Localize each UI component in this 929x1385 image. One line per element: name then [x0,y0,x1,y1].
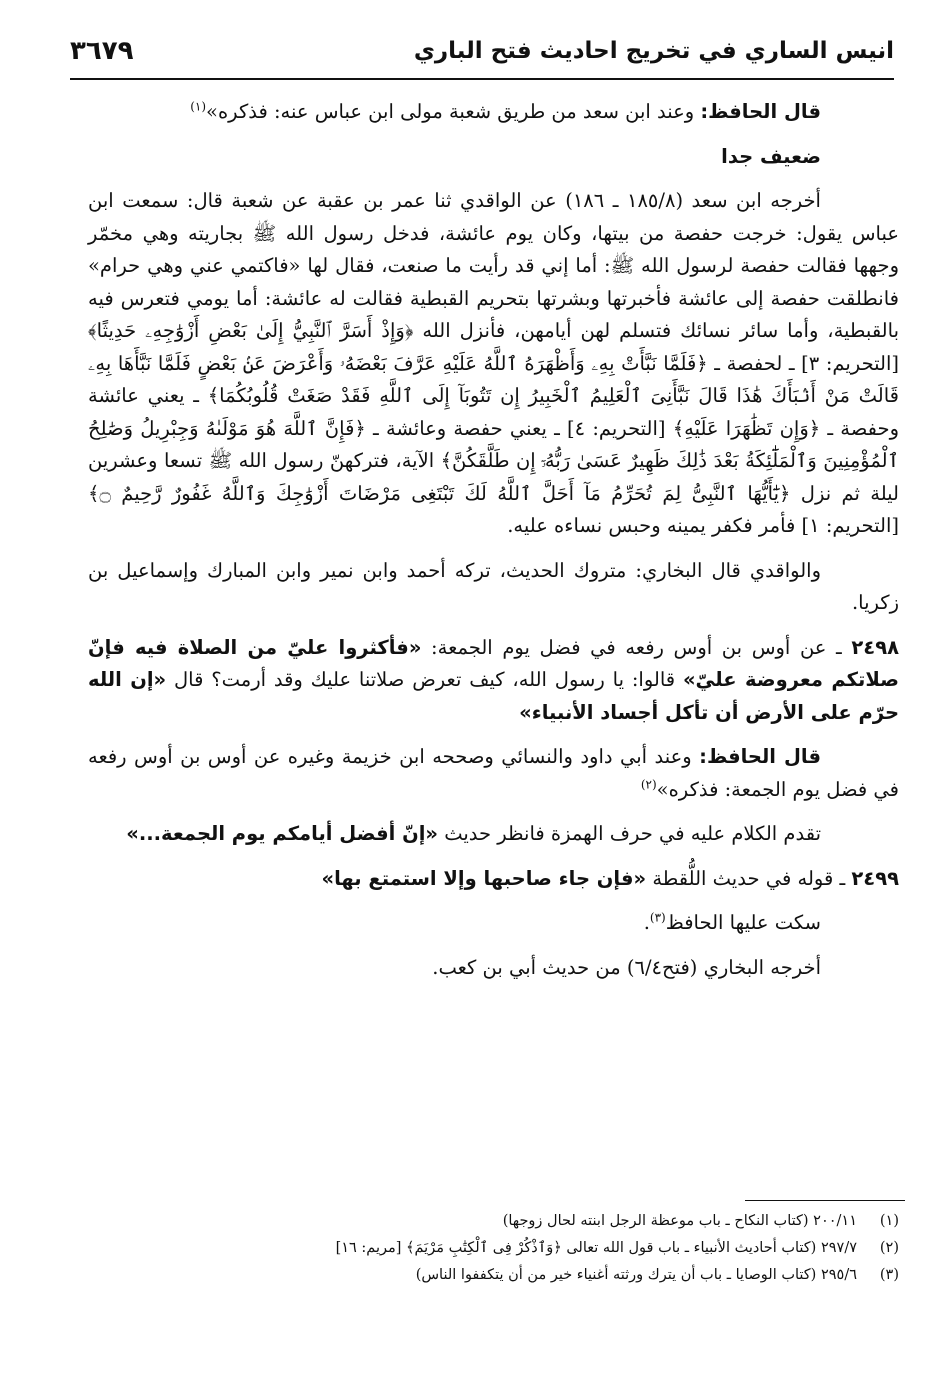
footnote-number: (٣) [879,1267,899,1283]
footnote-ref-1: (١) [190,99,207,114]
hadith-number: ٢٤٩٩ [851,866,899,890]
footnote-number: (٢) [879,1240,899,1256]
grade-label: ضعيف جدا [721,144,821,168]
footnote-3 [40,1262,899,1289]
comment-text: وعند ابن سعد من طريق شعبة مولى ابن عباس عنه: فذكره» [206,100,701,123]
hadith-matn: «فإن جاء صاحبها وإلا استمتع بها» [321,866,647,890]
hadith-matn: «إن الله حرّم على الأرض أن تأكل أجساد الأنبياء» [88,668,899,724]
footnote-text: ٢٩٥/٦ (كتاب الوصايا ـ باب أن يترك ورثته أغنياء خير من أن يتكففوا الناس) [415,1267,857,1283]
hadith-text: ـ عن أوس بن أوس رفعه في فضل يوم الجمعة: [421,635,852,659]
hadith-text: قالوا: يا رسول الله، كيف تعرض صلاتنا عليك وقد أرمت؟ قال [166,668,683,691]
footnote-text: ٢٠٠/١١ (كتاب النكاح ـ باب موعظة الرجل ابنته لحال زوجها) [502,1213,857,1229]
takhrij-bukhari: أخرجه البخاري (فتح٦/٤) من حديث أبي بن كعب. [432,955,821,979]
takhrij-paragraph: أخرجه ابن سعد (١٨٥/٨ ـ ١٨٦) عن الواقدي ثنا عمر بن عقبة عن شعبة قال: سمعت ابن عباس يقول: خرجت حفصة من بيتها، وكان يوم عائشة، فدخل رسول الله ﷺ بجاريته وهي مخمّر وجهها فقالت حفصة لرسول الله ﷺ: أما إني قد رأيت ما صنعت، فقال لها «فاكتمي عني وهي حرام» فانطلقت حفصة إلى عائشة فأخبرتها وبشرتها بتحريم القبطية فقالت له عائشة: أما يومي فتعرس فيه بالقبطية، وأما سائر نسائك فتسلم لهن أيامهن، فأنزل الله ﴿وَإِذْ أَسَرَّ ٱلنَّبِيُّ إِلَىٰ بَعْضِ أَزْوَٰجِهِۦ حَدِيثًا﴾ [التحريم: ٣] ـ لحفصة ـ ﴿فَلَمَّا نَبَّأَتْ بِهِۦ وَأَظْهَرَهُ ٱللَّهُ عَلَيْهِ عَرَّفَ بَعْضَهُۥ وَأَعْرَضَ عَنۢ بَعْضٍ فَلَمَّا نَبَّأَهَا بِهِۦ قَالَتْ مَنْ أَنۢبَأَكَ هَٰذَا قَالَ نَبَّأَنِىَ ٱلْعَلِيمُ ٱلْخَبِيرُ إِن تَتُوبَآ إِلَى ٱللَّهِ فَقَدْ صَغَتْ قُلُوبُكُمَا﴾ ـ يعني عائشة وحفصة ـ ﴿وَإِن تَظَٰهَرَا عَلَيْهِ﴾ [التحريم: ٤] ـ يعني حفصة وعائشة ـ ﴿فَإِنَّ ٱللَّهَ هُوَ مَوْلَىٰهُ وَجِبْرِيلُ وَصَٰلِحُ ٱلْمُؤْمِنِينَ وَٱلْمَلَٰٓئِكَةُ بَعْدَ ذَٰلِكَ ظَهِيرٌ عَسَىٰ رَبُّهُۥٓ إِن طَلَّقَكُنَّ﴾ الآية، فتركهنّ رسول الله ﷺ تسعا وعشرين ليلة ثم نزل ﴿يَٰٓأَيُّهَا ٱلنَّبِىُّ لِمَ تُحَرِّمُ مَآ أَحَلَّ ٱللَّهُ لَكَ تَبْتَغِى مَرْضَاتَ أَزْوَٰجِكَ وَٱللَّهُ غَفُورٌ رَّحِيمٌ ۝﴾ [التحريم: ١] فأمر فكفر يمينه وحبس نساءه عليه. [88,189,900,537]
hafiz-comment-2 [88,741,899,806]
cross-reference-hadith: «إنّ أفضل أيامكم يوم الجمعة...» [126,822,439,845]
hafiz-comment-1 [88,96,899,129]
footnote-text: ٢٩٧/٧ (كتاب أحاديث الأنبياء ـ باب قول الله تعالى ﴿وَٱذْكُرْ فِى ٱلْكِتَٰبِ مَرْيَمَ﴾ [مريم: ١٦] [335,1240,857,1256]
hadith-text: ـ قوله في حديث اللُّقطة [646,866,852,890]
hafiz-silence-note [88,907,899,940]
cross-reference-text: تقدم الكلام عليه في حرف الهمزة فانظر حديث [438,822,821,845]
narrator-note: والواقدي قال البخاري: متروك الحديث، تركه أحمد وابن نمير وابن المبارك وإسماعيل بن زكريا. [88,558,899,614]
hadith-2498 [88,632,899,730]
page-number: ٣٦٧٩ [70,36,134,66]
footnote-divider [745,1200,905,1201]
hadith-2499 [88,863,899,896]
hadith-matn: «فأكثروا عليّ من الصلاة فيه فإنّ صلاتكم معروضة عليّ» [88,635,899,691]
silence-tail: . [643,911,650,934]
footnote-ref-2: (٢) [640,777,657,791]
header-title: انيس الساري في تخريج احاديث فتح الباري [413,38,894,64]
footnote-1 [40,1208,899,1235]
footnote-number: (١) [879,1213,899,1229]
body-text [88,96,899,996]
hafiz-label: قال الحافظ: [700,100,821,123]
cross-reference [88,818,899,851]
running-header [70,34,894,80]
comment-text: وعند أبي داود والنسائي وصححه ابن خزيمة وغيره عن أوس بن أوس رفعه في فضل يوم الجمعة: فذكره» [88,745,899,801]
hafiz-label: قال الحافظ: [699,745,822,768]
footnotes [40,1208,899,1289]
footnote-ref-3: (٣) [649,910,666,925]
footnote-2 [40,1235,899,1262]
hadith-number: ٢٤٩٨ [851,635,899,659]
silence-text: سكت عليها الحافظ [665,911,821,934]
